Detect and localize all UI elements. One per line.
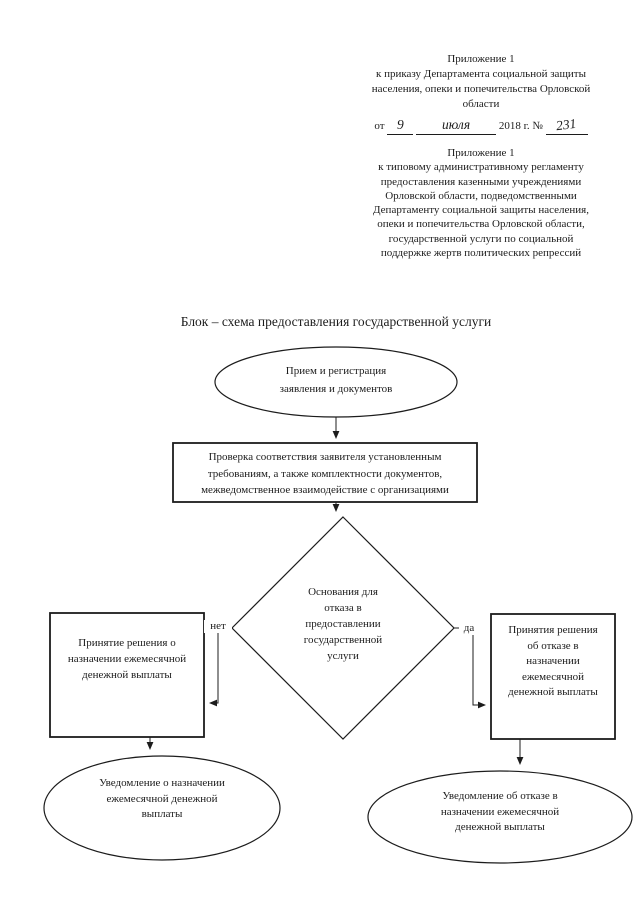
decision-line: предоставлении <box>305 618 381 630</box>
appendix-2-line: Департаменту социальной защиты населения, <box>373 204 589 217</box>
notify-deny-line: денежной выплаты <box>455 821 545 833</box>
handwritten-number: 231 <box>555 115 578 134</box>
check-node-label <box>175 449 475 499</box>
decision-node-label <box>258 584 428 664</box>
arrow-decision-no <box>210 628 232 703</box>
start-line: заявления и документов <box>279 382 393 395</box>
appendix-2-line: поддержке жертв политических репрессий <box>380 247 582 260</box>
appendix-2-line: государственной услуги по социальной <box>388 232 574 245</box>
notify-deny-line: Уведомление об отказе в <box>442 790 558 802</box>
edge-label-yes: да <box>459 622 479 635</box>
notify-approve-line: Уведомление о назначении <box>99 777 225 789</box>
deny-line: ежемесячной <box>521 670 585 683</box>
appendix-2-line: к типовому административному регламенту <box>378 161 584 174</box>
decision-line: государственной <box>303 634 383 646</box>
order-year-part: 2018 г. № <box>498 120 543 132</box>
appendix-1-line: к приказу Департамента социальной защиты <box>375 68 586 80</box>
notify-deny-node-label <box>390 789 610 836</box>
page-title: Блок – схема предоставления государственной услуги <box>180 314 492 329</box>
edge-label-no: нет <box>204 620 232 633</box>
check-line: межведомственное взаимодействие с организациями <box>201 484 449 496</box>
handwritten-month: июля <box>442 117 471 132</box>
handwritten-day: 9 <box>396 117 404 132</box>
appendix-2-line: Орловской области, подведомственными <box>385 189 577 202</box>
deny-line: Принятия решения <box>508 624 598 636</box>
notify-approve-line: ежемесячной денежной <box>106 792 218 805</box>
start-line: Прием и регистрация <box>285 365 387 377</box>
approve-node-label <box>52 635 202 683</box>
approve-line: назначении ежемесячной <box>67 653 187 665</box>
deny-node-label <box>493 623 613 701</box>
notify-approve-node-label <box>52 776 272 823</box>
appendix-2-line: предоставления казенными учреждениями <box>380 175 582 188</box>
start-node-label <box>226 363 446 398</box>
appendix-1-line: населения, опеки и попечительства Орловской <box>371 83 591 95</box>
decision-line: Основания для <box>308 586 378 598</box>
check-line: Проверка соответствия заявителя установленным <box>208 451 442 463</box>
approve-line: денежной выплаты <box>82 669 172 681</box>
notify-deny-line: назначении ежемесячной <box>440 805 560 818</box>
appendix-1-line: области <box>462 98 500 110</box>
notify-approve-line: выплаты <box>141 808 183 820</box>
arrow-decision-yes <box>454 628 485 705</box>
deny-line: денежной выплаты <box>508 686 598 698</box>
appendix-1-line: Приложение 1 <box>447 53 515 65</box>
deny-line: об отказе в <box>527 639 579 652</box>
deny-line: назначении <box>526 655 580 667</box>
check-line: требованиям, а также комплектности документов, <box>207 467 443 480</box>
appendix-2-line: Приложение 1 <box>447 147 515 159</box>
decision-line: услуги <box>327 650 359 662</box>
approve-line: Принятие решения о <box>78 637 176 649</box>
appendix-2-line: опеки и попечительства Орловской области, <box>377 218 585 231</box>
order-date-prefix: от <box>374 120 385 132</box>
decision-line: отказа в <box>324 602 362 614</box>
